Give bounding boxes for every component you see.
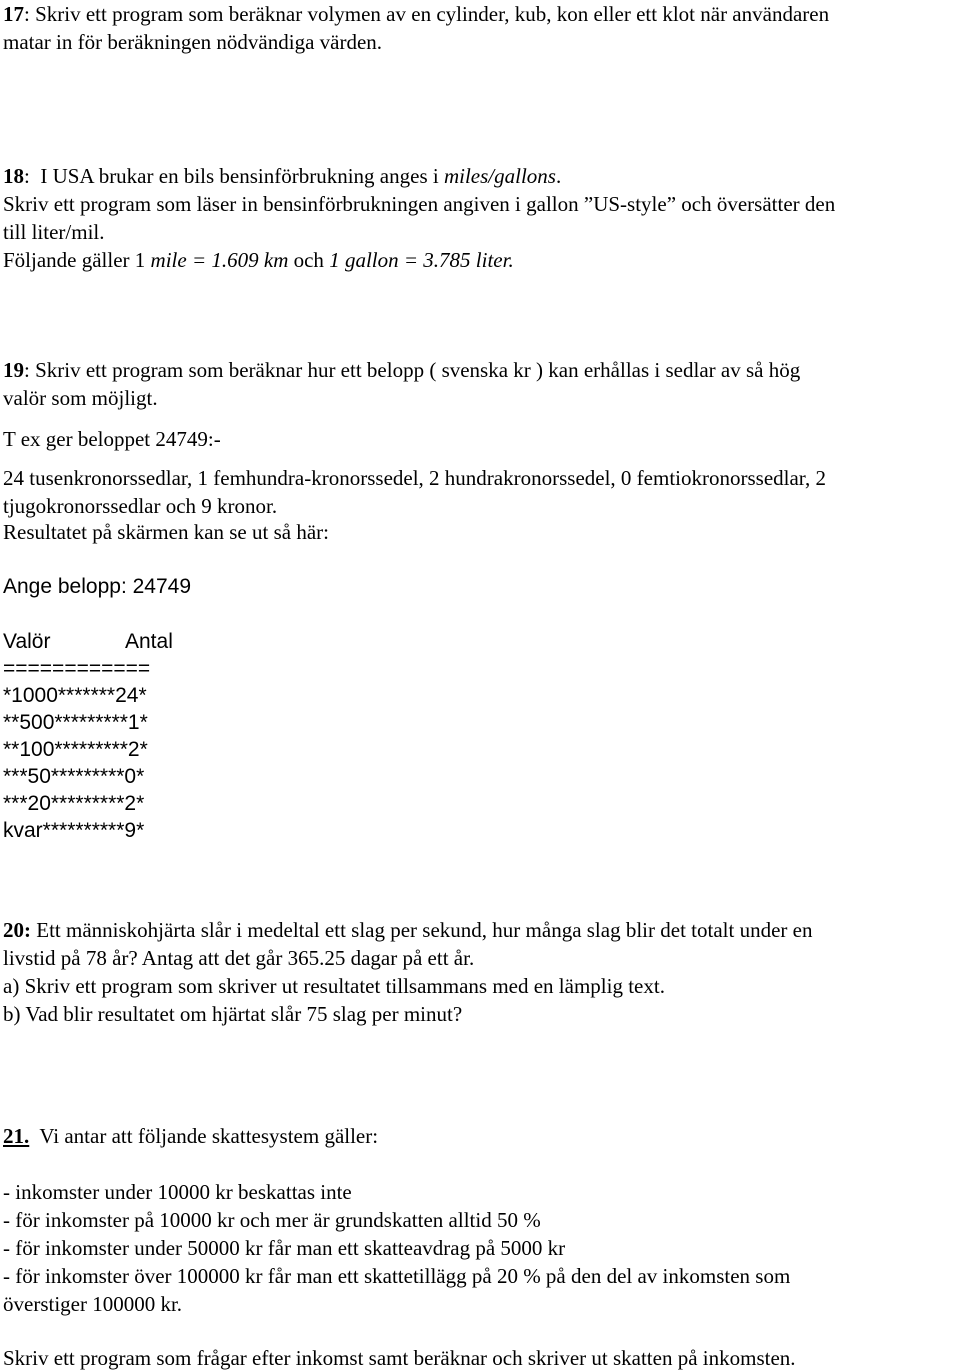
task-20-line-2: livstid på 78 år? Antag att det går 365.25 dagar på ett år. bbox=[3, 946, 475, 970]
task-number: 20 bbox=[3, 918, 24, 942]
rule-item: - inkomster under 10000 kr beskattas inte bbox=[3, 1180, 352, 1204]
task-18 bbox=[3, 162, 956, 274]
task-17-line-1: 17: Skriv ett program som beräknar volymen av en cylinder, kub, kon eller ett klot när användaren bbox=[3, 2, 830, 26]
output-table bbox=[3, 628, 956, 844]
header-valor: Valör bbox=[3, 630, 51, 653]
task-number: 17 bbox=[3, 2, 24, 26]
task-18-formula: Följande gäller 1 mile = 1.609 km och 1 gallon = 3.785 liter. bbox=[3, 248, 514, 272]
task-20-part-a: a) Skriv ett program som skriver ut resultatet tillsammans med en lämplig text. bbox=[3, 974, 665, 998]
task-20-part-b: b) Vad blir resultatet om hjärtat slår 75 slag per minut? bbox=[3, 1002, 463, 1026]
task-19-result: 24 tusenkronorssedlar, 1 femhundra-kronorssedel, 2 hundrakronorssedel, 0 femtiokronorssedlar, 2 tjugokronorssedlar och 9 kronor. bbox=[3, 466, 826, 518]
output-row: ***50*********0* bbox=[3, 765, 145, 788]
task-17-line-2: matar in för beräkningen nödvändiga värden. bbox=[3, 30, 383, 54]
task-21-intro: 21. Vi antar att följande skattesystem gäller: bbox=[3, 1124, 379, 1148]
task-21-final: Skriv ett program som frågar efter inkomst samt beräknar och skriver ut skatten på inkomsten. bbox=[3, 1346, 796, 1370]
output-row: **500*********1* bbox=[3, 711, 148, 734]
task-18-line-3: till liter/mil. bbox=[3, 220, 105, 244]
header-antal: Antal bbox=[125, 630, 173, 653]
output-row: kvar**********9* bbox=[3, 819, 145, 842]
rule-continuation: överstiger 100000 kr. bbox=[3, 1292, 183, 1316]
task-19 bbox=[3, 356, 956, 412]
task-19-line-1: 19: Skriv ett program som beräknar hur ett belopp ( svenska kr ) kan erhållas i sedlar av så hög bbox=[3, 358, 801, 382]
output-row: ***20*********2* bbox=[3, 792, 145, 815]
task-19-screen-intro: Resultatet på skärmen kan se ut så här: bbox=[3, 520, 329, 544]
output-header bbox=[3, 628, 956, 655]
task-19-line-2: valör som möjligt. bbox=[3, 386, 158, 410]
task-17 bbox=[3, 0, 956, 56]
rule-item: - för inkomster på 10000 kr och mer är grundskatten alltid 50 % bbox=[3, 1208, 541, 1232]
task-19-example: T ex ger beloppet 24749:- bbox=[3, 427, 221, 451]
task-number: 19 bbox=[3, 358, 24, 382]
task-20 bbox=[3, 916, 956, 1028]
task-21-rules bbox=[3, 1178, 956, 1318]
output-separator: ============ bbox=[3, 657, 151, 680]
task-20-line-1: 20: Ett människohjärta slår i medeltal ett slag per sekund, hur många slag blir det totalt under en bbox=[3, 918, 813, 942]
rule-item: - för inkomster över 100000 kr får man ett skattetillägg på 20 % på den del av inkomsten som bbox=[3, 1264, 791, 1288]
task-18-line-1: 18: I USA brukar en bils bensinförbrukning anges i miles/gallons. bbox=[3, 164, 562, 188]
output-row: *1000*******24* bbox=[3, 684, 147, 707]
output-prompt: Ange belopp: 24749 bbox=[3, 575, 192, 598]
rule-item: - för inkomster under 50000 kr får man ett skatteavdrag på 5000 kr bbox=[3, 1236, 566, 1260]
task-number: 18 bbox=[3, 164, 24, 188]
task-18-line-2: Skriv ett program som läser in bensinförbrukningen angiven i gallon ”US-style” och översätter den bbox=[3, 192, 836, 216]
output-row: **100*********2* bbox=[3, 738, 148, 761]
task-number: 21. bbox=[3, 1124, 30, 1148]
